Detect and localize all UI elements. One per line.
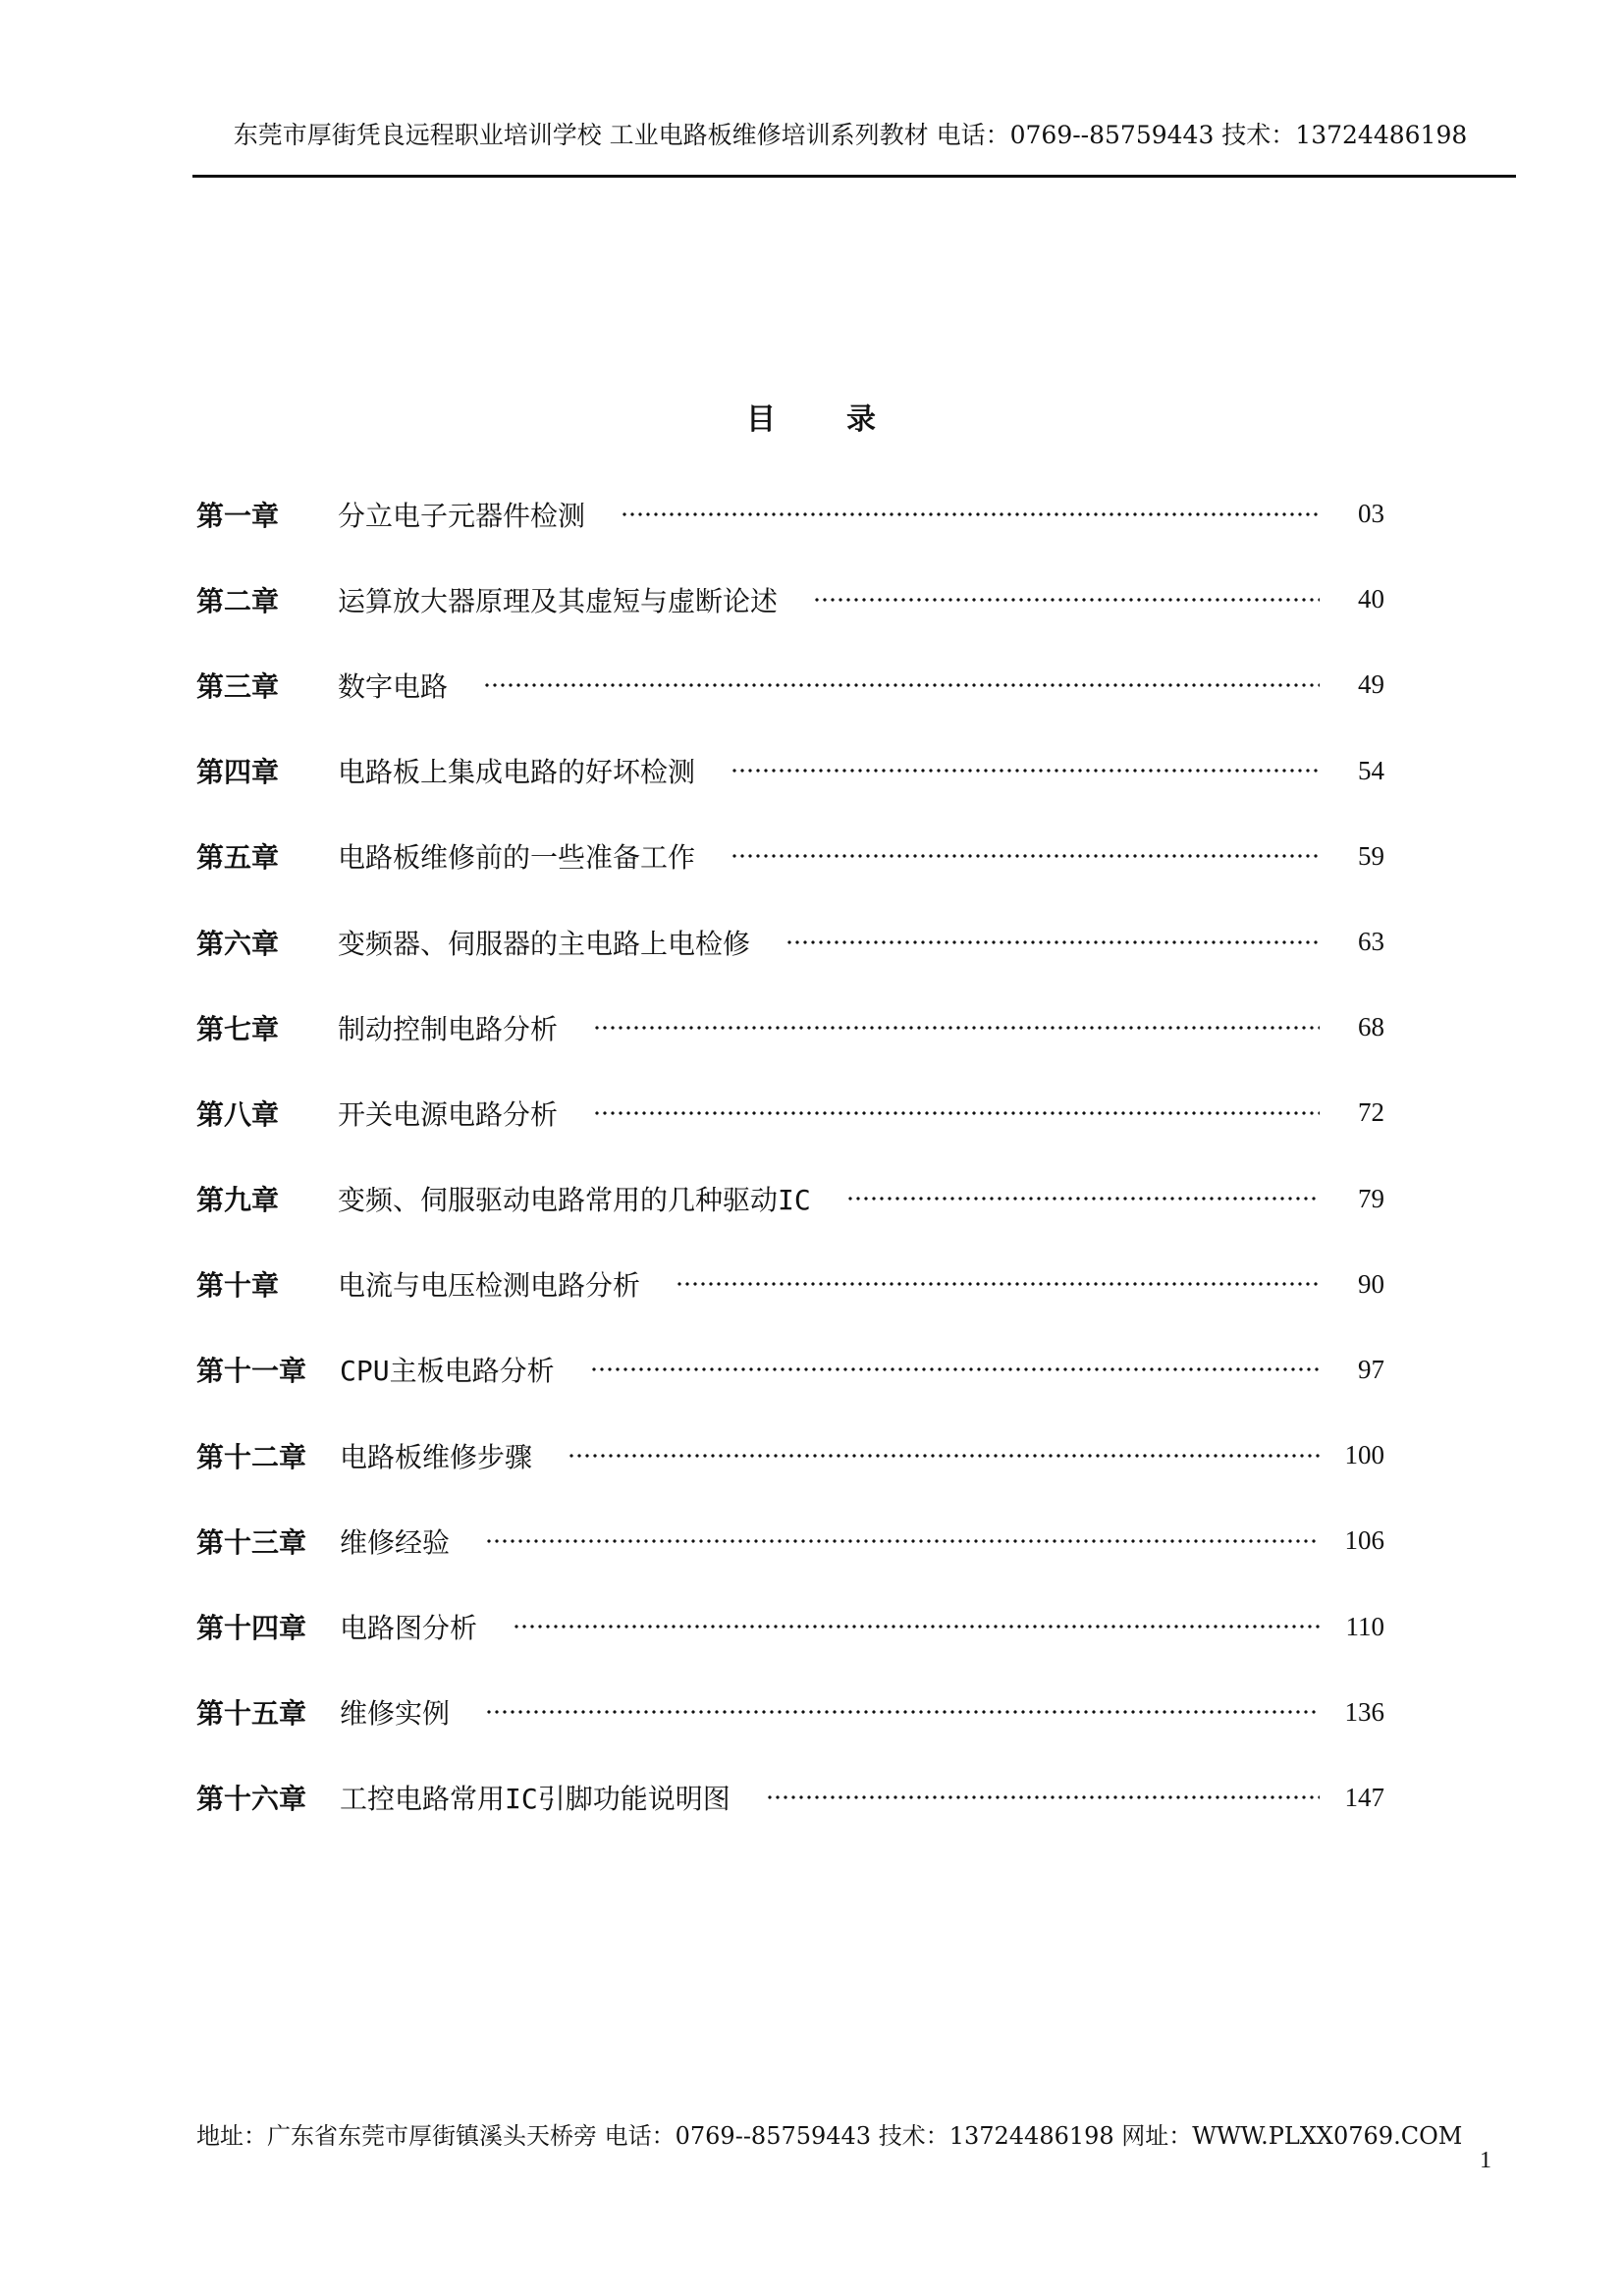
toc-entry[interactable] (196, 1327, 1384, 1413)
toc-entry[interactable] (196, 1413, 1384, 1498)
toc-page-number: 97 (1358, 1354, 1384, 1384)
dot-leader (593, 1026, 1320, 1030)
toc-entry-title: 维修实例 (340, 1697, 451, 1731)
toc-page-number: 54 (1358, 755, 1384, 785)
toc-page-number: 90 (1358, 1268, 1384, 1299)
toc-chapter: 第十章 (196, 1269, 280, 1303)
toc-chapter: 第十四章 (196, 1612, 307, 1645)
dot-leader (731, 854, 1320, 858)
toc-entry[interactable] (196, 1070, 1384, 1155)
toc-page-number: 147 (1344, 1782, 1384, 1812)
toc-entry-title: 制动控制电路分析 (338, 1012, 559, 1045)
toc-entry[interactable] (196, 642, 1384, 727)
toc-entry[interactable] (196, 1242, 1384, 1327)
toc-entry-title: 维修经验 (340, 1525, 451, 1559)
toc-chapter: 第四章 (196, 756, 280, 789)
dot-leader (485, 1710, 1320, 1714)
toc-entry[interactable] (196, 1670, 1384, 1755)
toc-entry-title: 数字电路 (338, 669, 449, 703)
dot-leader (568, 1454, 1320, 1458)
toc-entry[interactable] (196, 1583, 1384, 1669)
toc-title-right: 录 (846, 402, 878, 437)
toc-page-number: 79 (1358, 1183, 1384, 1213)
toc-page-number: 100 (1344, 1440, 1384, 1470)
dot-leader (813, 598, 1320, 602)
toc-chapter: 第九章 (196, 1184, 280, 1217)
toc-page-number: 03 (1358, 499, 1384, 529)
dot-leader (513, 1625, 1320, 1629)
dot-leader (590, 1367, 1320, 1371)
toc-page-number: 49 (1358, 669, 1384, 700)
toc-page-number: 72 (1358, 1097, 1384, 1128)
table-of-contents (196, 471, 1384, 1841)
toc-entry-title: 电路板上集成电路的好坏检测 (338, 756, 696, 789)
dot-leader (676, 1282, 1320, 1286)
toc-entry[interactable] (196, 1755, 1384, 1841)
toc-entry[interactable] (196, 728, 1384, 814)
toc-entry-title: 电路图分析 (340, 1612, 478, 1645)
toc-entry[interactable] (196, 1156, 1384, 1242)
page-footer: 地址：广东省东莞市厚街镇溪头天桥旁 电话：0769--85759443 技术：13724486198 网址：WWW.PLXX0769.COM (196, 2122, 1463, 2150)
toc-entry[interactable] (196, 985, 1384, 1070)
dot-leader (766, 1795, 1320, 1799)
page-number: 1 (1480, 2148, 1491, 2173)
toc-chapter: 第八章 (196, 1097, 280, 1131)
toc-page-number: 59 (1358, 840, 1384, 871)
toc-page-number: 68 (1358, 1012, 1384, 1042)
toc-chapter: 第一章 (196, 499, 280, 532)
toc-page-number: 106 (1344, 1525, 1384, 1556)
toc-entry-title: 变频、伺服驱动电路常用的几种驱动IC (338, 1184, 811, 1217)
dot-leader (621, 512, 1320, 516)
toc-entry-title: 电路板维修前的一些准备工作 (338, 841, 696, 875)
toc-chapter: 第三章 (196, 669, 280, 703)
toc-entry-title: 开关电源电路分析 (338, 1097, 559, 1131)
toc-entry-title: 电流与电压检测电路分析 (338, 1269, 641, 1303)
dot-leader (731, 769, 1320, 773)
toc-chapter: 第十二章 (196, 1440, 307, 1473)
toc-entry[interactable] (196, 1498, 1384, 1583)
dot-leader (483, 683, 1320, 687)
toc-page-number: 136 (1344, 1696, 1384, 1727)
toc-chapter: 第十五章 (196, 1697, 307, 1731)
toc-page-number: 40 (1358, 584, 1384, 614)
toc-page-number: 110 (1345, 1611, 1384, 1641)
toc-entry[interactable] (196, 557, 1384, 642)
toc-entry-title: 变频器、伺服器的主电路上电检修 (338, 927, 751, 960)
toc-chapter: 第六章 (196, 927, 280, 960)
toc-page-number: 63 (1358, 927, 1384, 957)
dot-leader (485, 1539, 1320, 1543)
toc-entry[interactable] (196, 471, 1384, 557)
dot-leader (785, 940, 1320, 944)
toc-entry-title: 电路板维修步骤 (340, 1440, 533, 1473)
toc-title (0, 395, 1624, 438)
toc-chapter: 第五章 (196, 841, 280, 875)
toc-entry-title: 运算放大器原理及其虚短与虚断论述 (338, 584, 779, 617)
toc-chapter: 第七章 (196, 1012, 280, 1045)
toc-entry-title: CPU主板电路分析 (340, 1355, 555, 1388)
toc-chapter: 第十一章 (196, 1355, 307, 1388)
toc-chapter: 第十六章 (196, 1783, 307, 1816)
toc-entry-title: 工控电路常用IC引脚功能说明图 (340, 1783, 731, 1816)
toc-entry[interactable] (196, 814, 1384, 899)
toc-entry-title: 分立电子元器件检测 (338, 499, 586, 532)
dot-leader (846, 1197, 1320, 1201)
header-rule (192, 175, 1516, 178)
dot-leader (593, 1111, 1320, 1115)
toc-title-left: 目 (746, 402, 778, 437)
page-header: 东莞市厚街凭良远程职业培训学校 工业电路板维修培训系列教材 电话：0769--85759443 技术：13724486198 (233, 121, 1468, 149)
toc-entry[interactable] (196, 899, 1384, 985)
toc-chapter: 第二章 (196, 584, 280, 617)
toc-chapter: 第十三章 (196, 1525, 307, 1559)
